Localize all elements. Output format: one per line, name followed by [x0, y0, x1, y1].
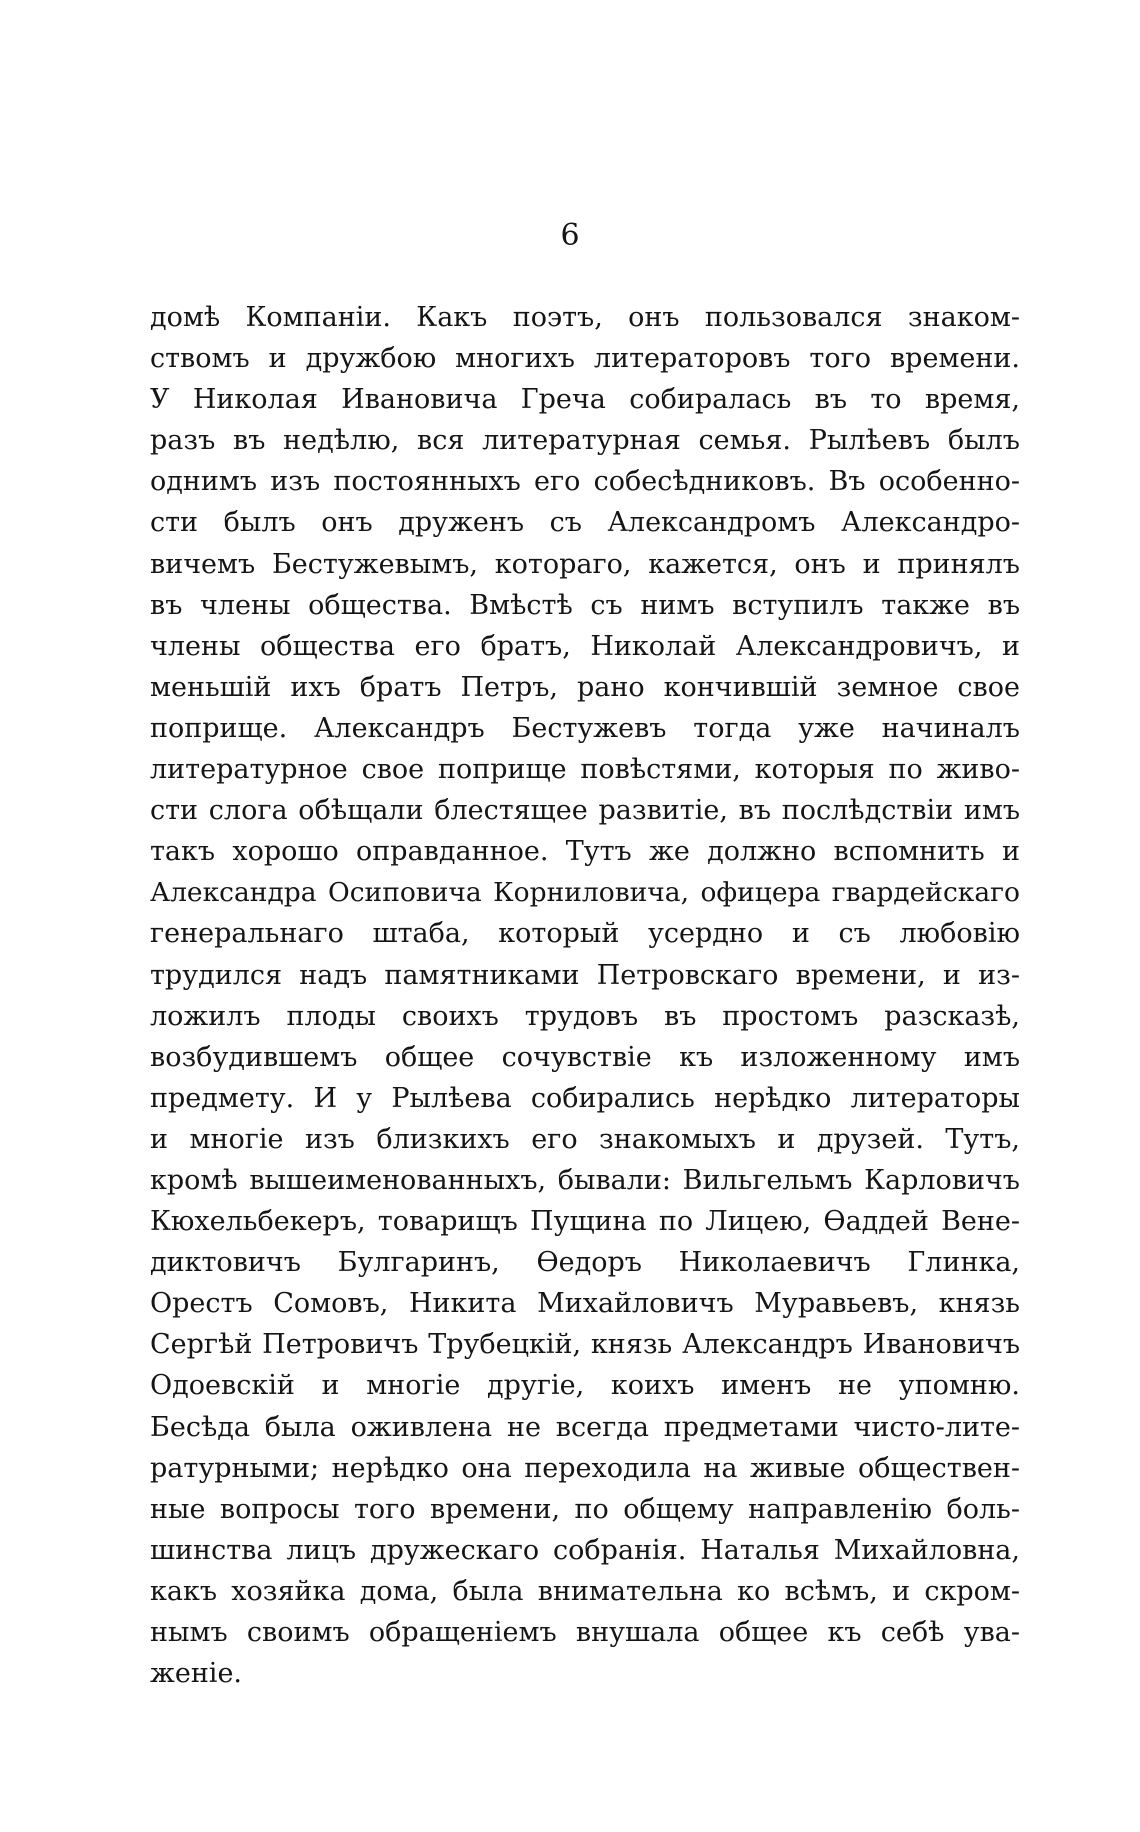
- text-line: и многіе изъ близкихъ его знакомыхъ и друзей. Тутъ,: [150, 1123, 1020, 1155]
- text-line: Орестъ Сомовъ, Никита Михайловичъ Муравьевъ, князь: [150, 1288, 1020, 1320]
- text-line: предмету. И у Рылѣева собирались нерѣдко литераторы: [150, 1082, 1020, 1114]
- text-line: въ члены общества. Вмѣстѣ съ нимъ вступилъ также въ: [150, 589, 1020, 621]
- text-line: меньшій ихъ братъ Петръ, рано кончившій земное свое: [150, 671, 1020, 703]
- text-line: возбудившемъ общее сочувствіе къ изложенному имъ: [150, 1041, 1020, 1073]
- body-text: [150, 297, 1020, 1694]
- text-line: Бесѣда была оживлена не всегда предметами чисто-лите-: [150, 1411, 1020, 1443]
- text-line: поприще. Александръ Бестужевъ тогда уже начиналъ: [150, 712, 1020, 744]
- text-line: нымъ своимъ обращеніемъ внушала общее къ себѣ ува-: [150, 1617, 1020, 1648]
- text-line: домѣ Компаніи. Какъ поэтъ, онъ пользовался знаком-: [150, 302, 1020, 333]
- text-line: разъ въ недѣлю, вся литературная семья. Рылѣевъ былъ: [150, 425, 1020, 457]
- text-line: генеральнаго штаба, который усердно и съ любовію: [150, 918, 1020, 950]
- text-line: Одоевскій и многіе другіе, коихъ именъ не упомню.: [150, 1370, 1020, 1402]
- text-line: диктовичъ Булгаринъ, Ѳедоръ Николаевичъ Глинка,: [150, 1247, 1020, 1279]
- text-line: сти слога обѣщали блестящее развитіе, въ послѣдствіи имъ: [150, 795, 1020, 827]
- text-line: трудился надъ памятниками Петровскаго времени, и из-: [150, 959, 1020, 991]
- text-line: вичемъ Бестужевымъ, котораго, кажется, онъ и принялъ: [150, 548, 1020, 580]
- text-line: шинства лицъ дружескаго собранія. Наталья Михайловна,: [150, 1534, 1020, 1566]
- text-line: сти былъ онъ друженъ съ Александромъ Александро-: [150, 507, 1020, 539]
- text-line: женіе.: [150, 1658, 243, 1690]
- page-number: 6: [560, 218, 580, 253]
- text-line: У Николая Ивановича Греча собиралась въ то время,: [150, 384, 1020, 416]
- text-line: ратурными; нерѣдко она переходила на живые обществен-: [150, 1452, 1020, 1484]
- text-line: ложилъ плоды своихъ трудовъ въ простомъ разсказѣ,: [150, 1000, 1020, 1032]
- text-line: Сергѣй Петровичъ Трубецкій, князь Александръ Ивановичъ: [150, 1329, 1020, 1361]
- text-line: однимъ изъ постоянныхъ его собесѣдниковъ. Въ особенно-: [150, 466, 1020, 498]
- text-line: кромѣ вышеименованныхъ, бывали: Вильгельмъ Карловичъ: [150, 1164, 1020, 1196]
- text-line: ствомъ и дружбою многихъ литераторовъ того времени.: [150, 343, 1020, 375]
- text-line: такъ хорошо оправданное. Тутъ же должно вспомнить и: [150, 836, 1020, 868]
- text-line: Александра Осиповича Корниловича, офицера гвардейскаго: [150, 877, 1020, 909]
- text-line: ные вопросы того времени, по общему направленію боль-: [150, 1493, 1020, 1525]
- text-line: какъ хозяйка дома, была внимательна ко всѣмъ, и скром-: [150, 1575, 1020, 1607]
- text-line: Кюхельбекеръ, товарищъ Пущина по Лицею, Ѳаддей Вене-: [150, 1206, 1020, 1238]
- text-line: члены общества его братъ, Николай Александровичъ, и: [150, 630, 1020, 662]
- text-line: литературное свое поприще повѣстями, которыя по живо-: [150, 754, 1020, 786]
